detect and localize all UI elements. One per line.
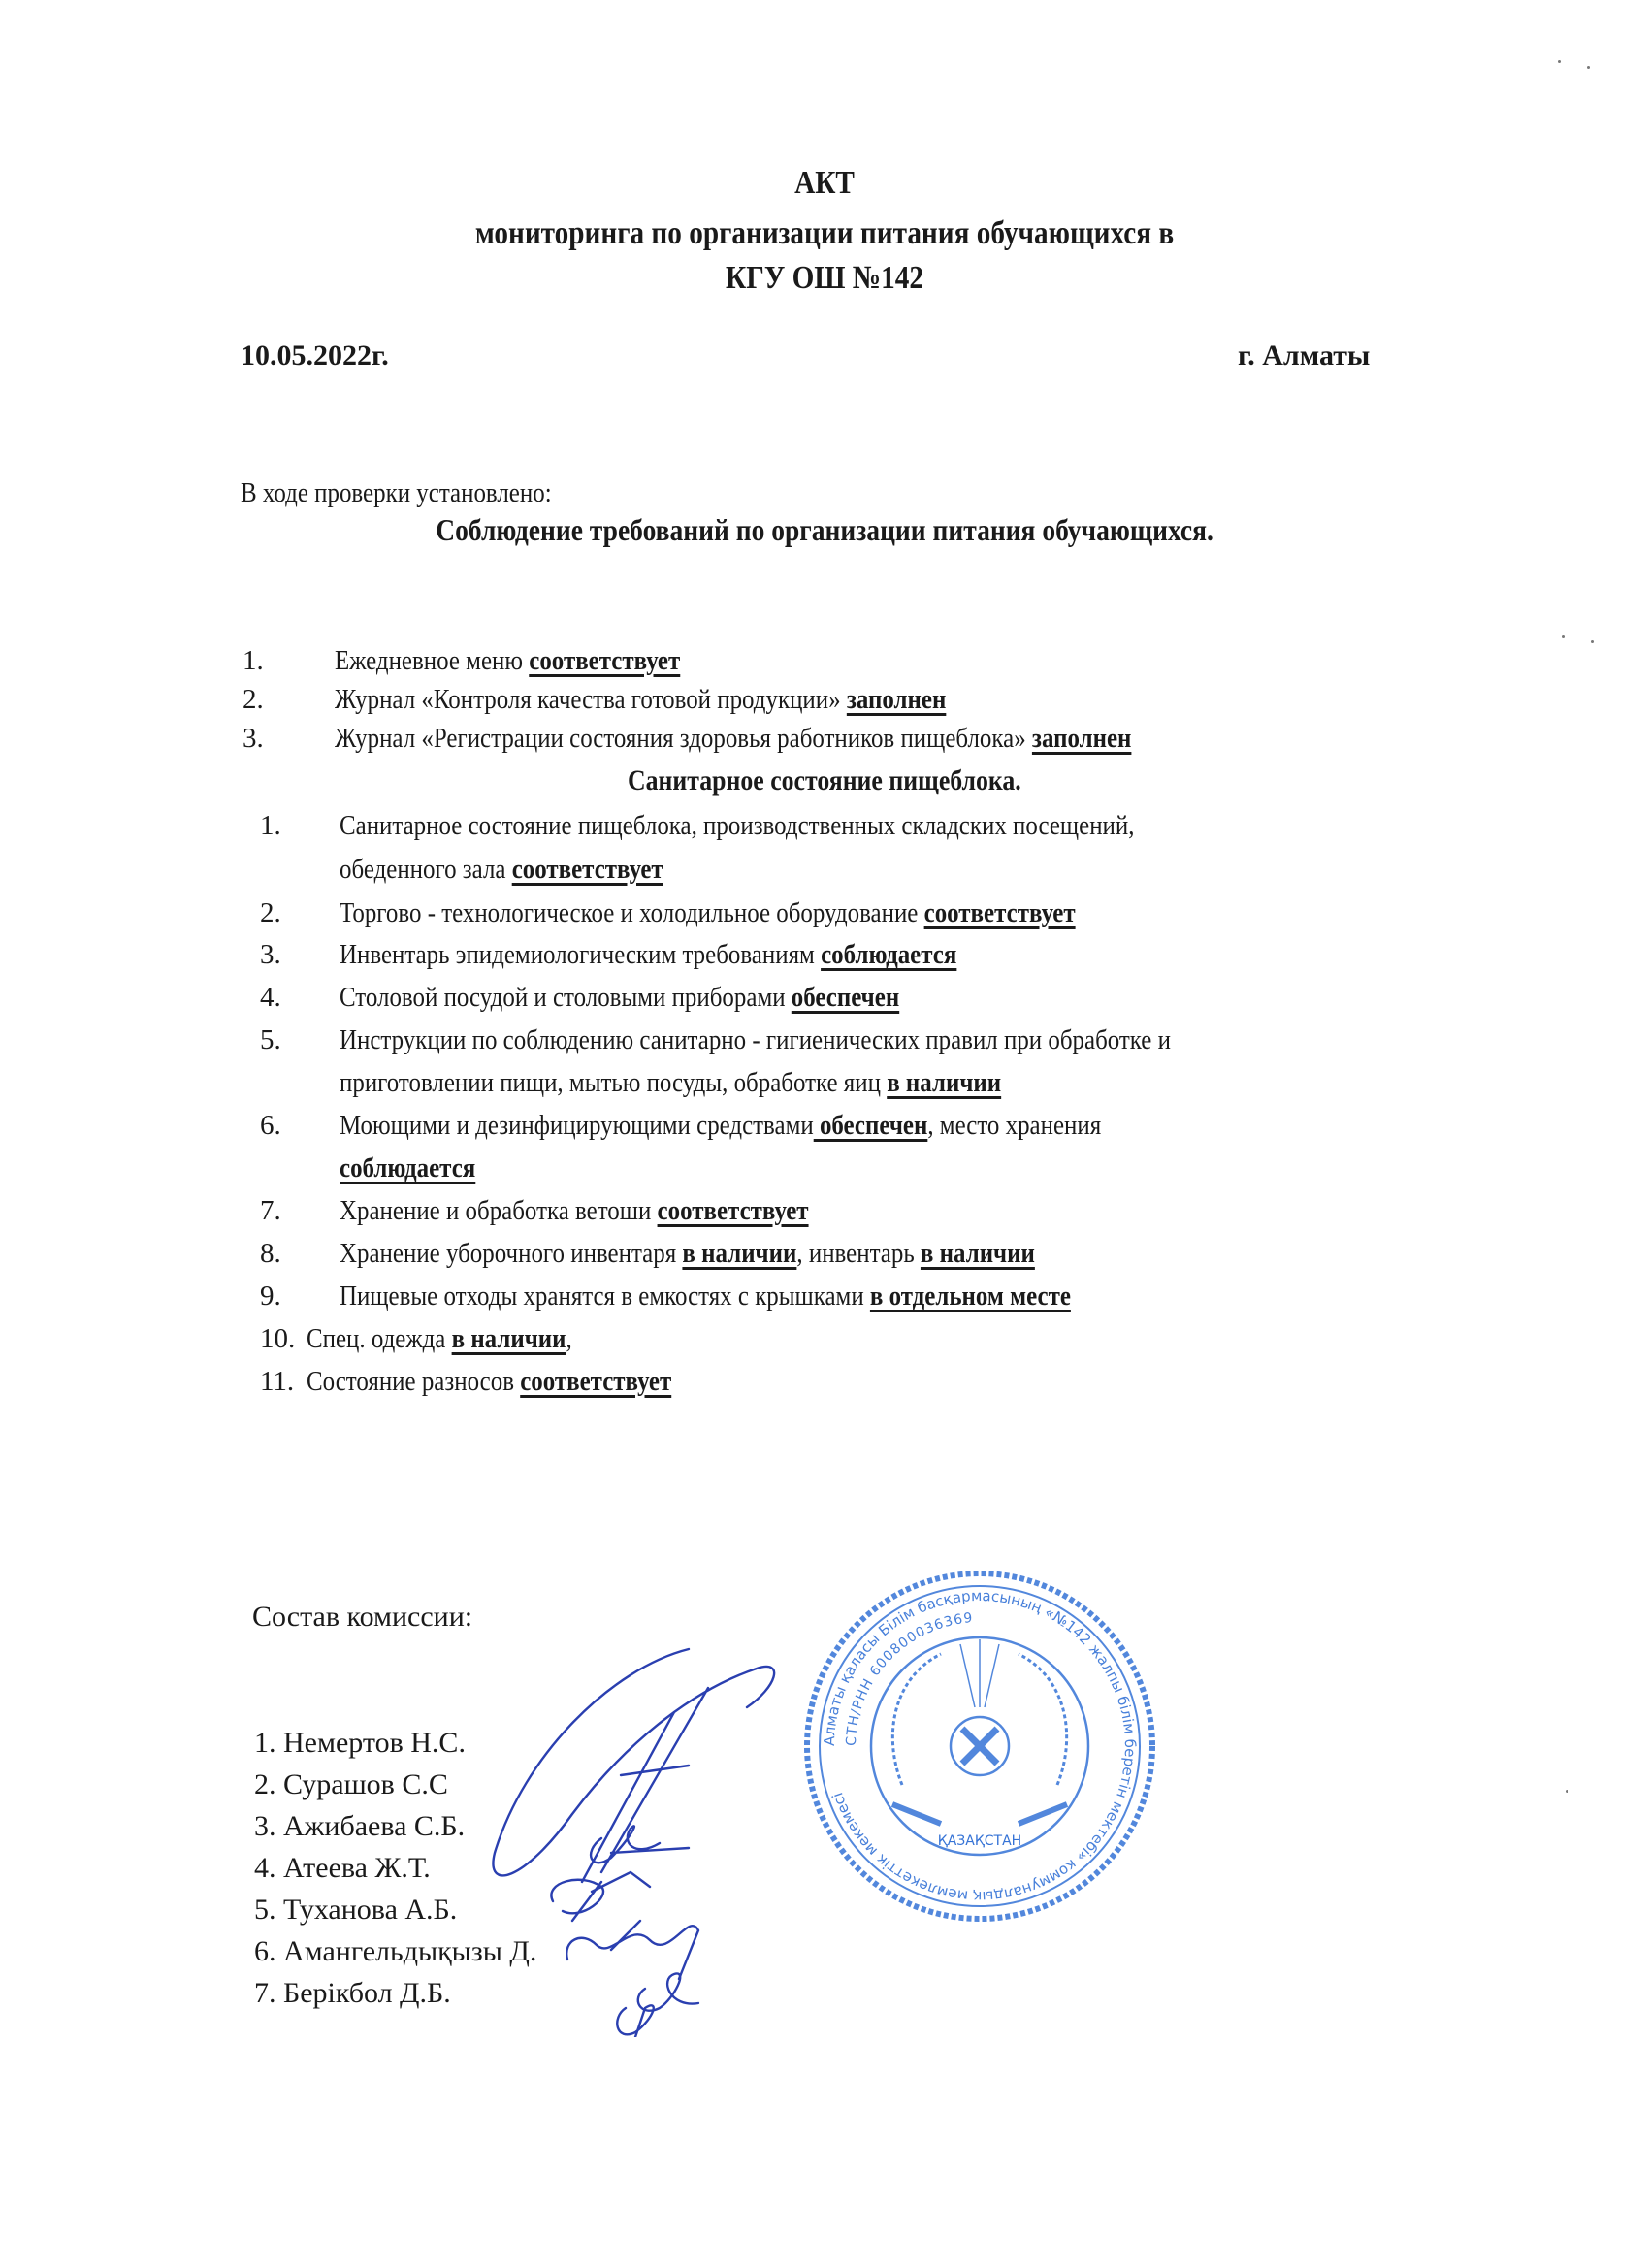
scan-speck — [1591, 640, 1594, 643]
svg-text:СТН/РНН 600800036369 — [844, 1610, 974, 1746]
status-value: соблюдается — [821, 939, 957, 970]
section-1-title: Соблюдение требований по организации питания обучающихся. — [436, 512, 1213, 547]
list-item-continuation: обеденного зала соответствует — [340, 854, 663, 885]
commission-member: 1. Немертов Н.С. — [254, 1727, 466, 1759]
status-value: в наличии — [887, 1067, 1002, 1098]
signatures — [466, 1630, 834, 2037]
signature-3 — [551, 1872, 650, 1921]
commission-member: 5. Туханова А.Б. — [254, 1894, 458, 1926]
document-date: 10.05.2022г. — [241, 340, 389, 372]
list-item: 3. Журнал «Регистрации состояния здоровья работников пищеблока» заполнен — [242, 723, 1132, 754]
status-value: в отдельном месте — [869, 1280, 1071, 1312]
commission-member: 4. Атеева Ж.Т. — [254, 1852, 431, 1884]
document-city: г. Алматы — [1238, 340, 1371, 372]
stamp-center-text: ҚАЗАҚСТАН — [937, 1833, 1022, 1849]
commission-member: 7. Берікбол Д.Б. — [254, 1977, 451, 2009]
commission-label: Состав комиссии: — [252, 1601, 473, 1633]
status-value: соответствует — [511, 854, 663, 885]
status-value: в наличии — [451, 1323, 566, 1354]
scan-speck — [1566, 1790, 1568, 1793]
document-title: АКТ — [794, 165, 855, 201]
status-value: в наличии — [682, 1238, 797, 1269]
stamp-bin-text: СТН/РНН 600800036369 — [843, 1610, 974, 1747]
signature-4 — [566, 1921, 698, 1979]
stamp-outer-text: Алматы қаласы Білім басқармасының «№142 жалпы білім беретін мектебі» коммуналдық мемлекеттік мекемесі — [820, 1586, 1140, 1906]
commission-member: 2. Сурашов С.С — [254, 1768, 448, 1800]
list-item: 4. Столовой посудой и столовыми приборами обеспечен — [260, 982, 900, 1013]
list-item: 9. Пищевые отходы хранятся в емкостях с крышками в отдельном месте — [260, 1280, 1071, 1312]
list-item: 11. Состояние разносов соответствует — [260, 1366, 672, 1397]
list-item-continuation: приготовлении пищи, мытью посуды, обработке яиц в наличии — [340, 1067, 1002, 1098]
commission-member: 6. Амангельдықызы Д. — [254, 1935, 537, 1967]
findings-intro: В ходе проверки установлено: — [241, 477, 552, 508]
list-item-continuation — [340, 1152, 498, 1184]
status-value: заполнен — [846, 684, 947, 715]
status-value: соответствует — [520, 1366, 672, 1397]
list-item: 8. Хранение уборочного инвентаря в наличии, инвентарь в наличии — [260, 1238, 1035, 1269]
status-value: соблюдается — [340, 1152, 476, 1183]
status-value: обеспечен — [813, 1110, 928, 1141]
status-value: обеспечен — [791, 982, 900, 1013]
signature-2 — [591, 1826, 689, 1863]
status-value: в наличии — [920, 1238, 1035, 1269]
status-value: соответствует — [657, 1195, 809, 1226]
scan-speck — [1562, 635, 1565, 638]
section-2-title: Санитарное состояние пищеблока. — [628, 764, 1021, 796]
status-value: соответствует — [529, 645, 681, 676]
scan-speck — [1587, 66, 1590, 69]
list-item: 2. Журнал «Контроля качества готовой продукции» заполнен — [242, 684, 947, 715]
official-stamp — [795, 1562, 1164, 1930]
list-item: 6. Моющими и дезинфицирующими средствами обеспечен, место хранения — [260, 1110, 1102, 1141]
signature-5 — [638, 1973, 698, 2010]
list-item: 3. Инвентарь эпидемиологическим требованиям соблюдается — [260, 939, 957, 970]
list-item: 10. Спец. одежда в наличии, — [260, 1323, 572, 1354]
list-item: 1. Санитарное состояние пищеблока, производственных складских посещений, — [260, 810, 1135, 841]
organization-name: КГУ ОШ №142 — [726, 260, 923, 296]
status-value: заполнен — [1031, 723, 1132, 754]
list-item: 5. Инструкции по соблюдению санитарно - гигиенических правил при обработке и — [260, 1024, 1171, 1055]
list-item: 1. Ежедневное меню соответствует — [242, 645, 681, 676]
status-value: соответствует — [923, 897, 1076, 928]
scan-speck — [1558, 60, 1561, 63]
list-item: 7. Хранение и обработка ветоши соответствует — [260, 1195, 809, 1226]
document-subtitle: мониторинга по организации питания обучающихся в — [474, 215, 1175, 251]
list-item: 2. Торгово - технологическое и холодильное оборудование соответствует — [260, 897, 1076, 928]
commission-member: 3. Ажибаева С.Б. — [254, 1810, 466, 1842]
